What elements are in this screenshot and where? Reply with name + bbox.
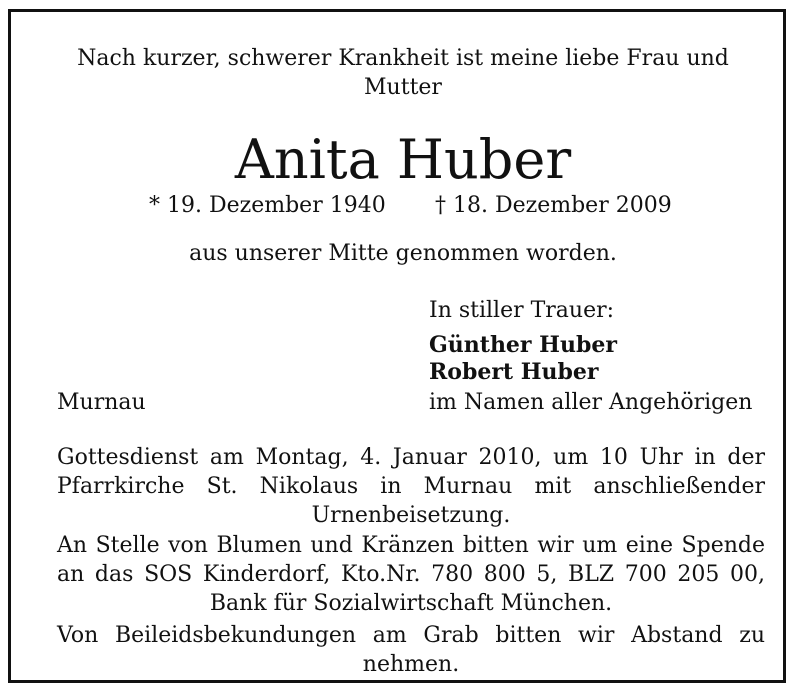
mourner-name: Robert Huber: [429, 359, 599, 385]
mourning-label: In stiller Trauer:: [429, 298, 615, 323]
family-line: im Namen aller Angehörigen: [429, 390, 753, 415]
mourner-name: Günther Huber: [429, 332, 617, 358]
deceased-name: Anita Huber: [234, 128, 572, 191]
birth-date: * 19. Dezember 1940: [149, 193, 386, 218]
intro-text: Nach kurzer, schwerer Krankheit ist meine liebe Frau und Mutter: [77, 46, 729, 100]
closing-line: aus unserer Mitte genommen worden.: [189, 241, 617, 266]
condolences-info: Von Beileidsbekundungen am Grab bitten wir Abstand zu nehmen.: [57, 623, 765, 677]
place: Murnau: [57, 390, 146, 415]
obituary-notice: [8, 9, 786, 683]
donation-info: An Stelle von Blumen und Kränzen bitten wir um eine Spende an das SOS Kinderdorf, Kto.Nr. 780 800 5, BLZ 700 205 00, Bank für Sozialwirtschaft München.: [57, 533, 765, 616]
death-date: † 18. Dezember 2009: [435, 193, 672, 218]
service-info: Gottesdienst am Montag, 4. Januar 2010, um 10 Uhr in der Pfarrkirche St. Nikolaus in Murnau mit anschließender Urnenbeisetzung.: [57, 445, 765, 528]
